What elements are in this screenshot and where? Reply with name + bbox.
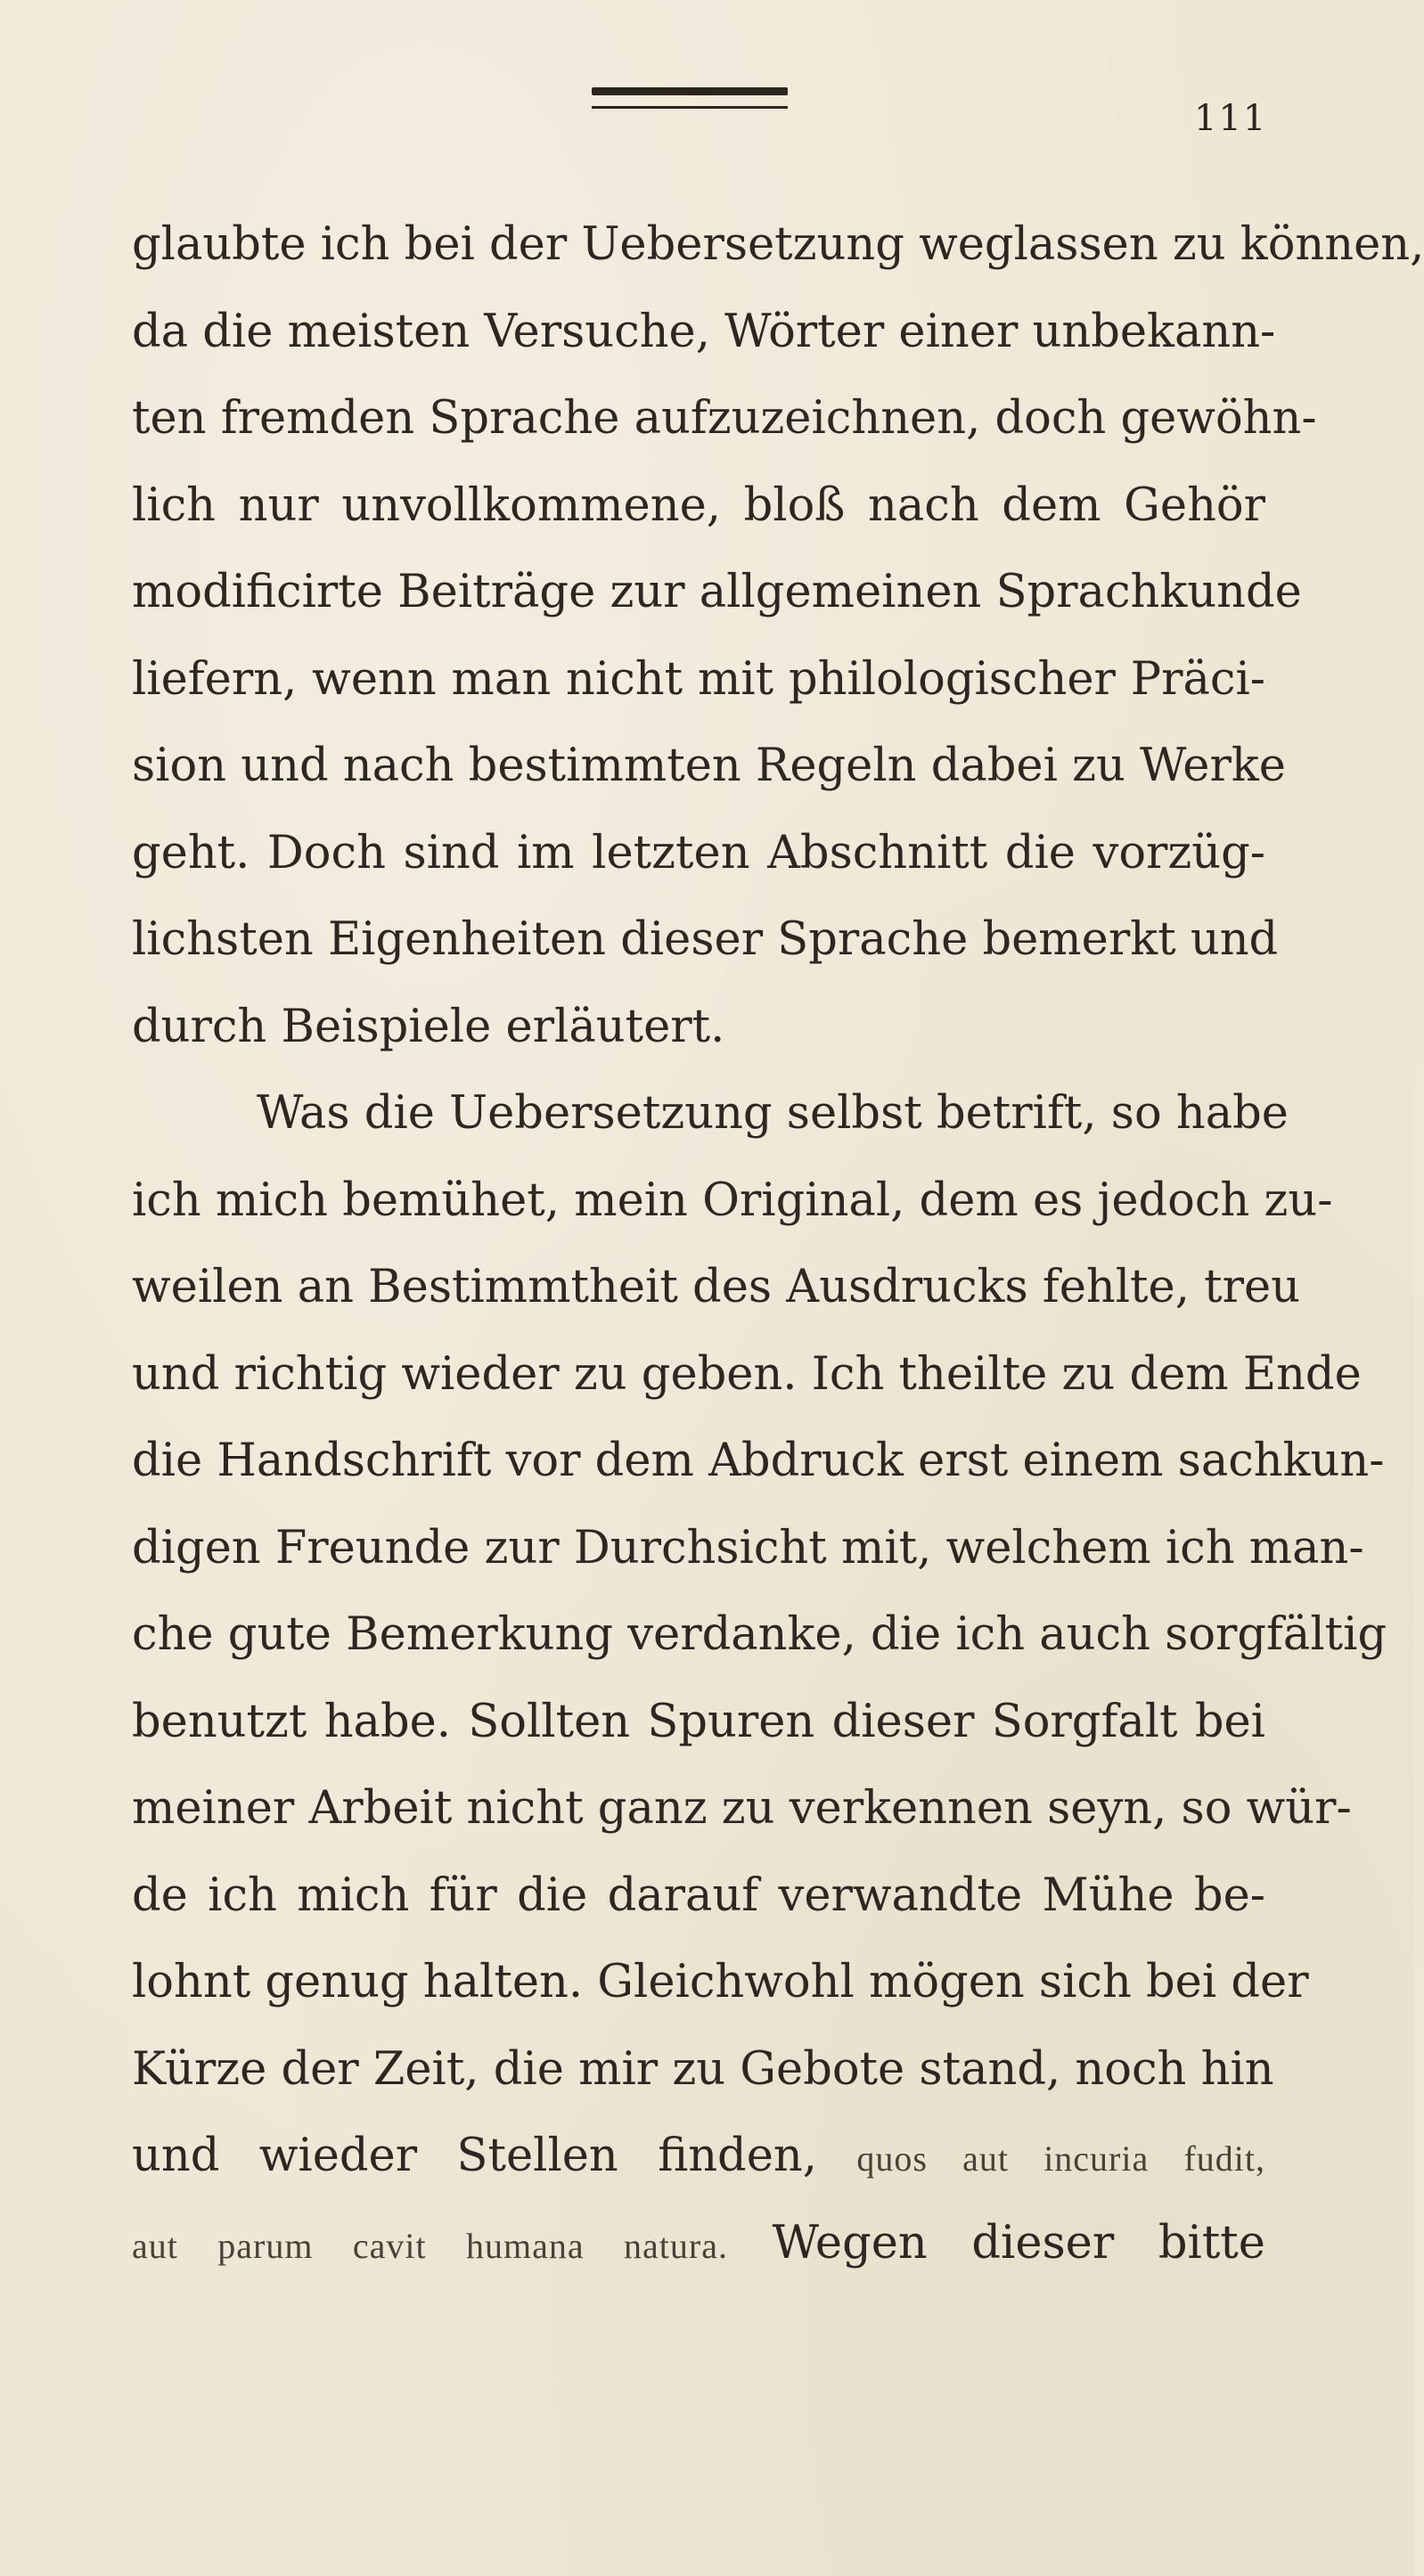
text-line: lich nur unvollkommene, bloß nach dem Gehör	[132, 478, 1265, 532]
paragraph-start-line: Was die Uebersetzung selbst betrift, so habe	[257, 1087, 1289, 1140]
header-rule-thick	[592, 87, 788, 95]
text-line: che gute Bemerkung verdanke, die ich auch sorgfältig	[132, 1608, 1387, 1661]
text-line: ten fremden Sprache aufzuzeichnen, doch gewöhn-	[132, 392, 1317, 445]
mixed-language-line	[132, 2200, 1265, 2287]
text-line: und richtig wieder zu geben. Ich theilte zu dem Ende	[132, 1347, 1362, 1401]
text-line: liefern, wenn man nicht mit philologischer Präci-	[132, 652, 1265, 706]
text-line: sion und nach bestimmten Regeln dabei zu Werke	[132, 740, 1286, 792]
text-line: benutzt habe. Sollten Spuren dieser Sorgfalt bei	[132, 1695, 1265, 1748]
text-line: Kürze der Zeit, die mir zu Gebote stand, noch hin	[132, 2042, 1274, 2096]
text-line: modificirte Beiträge zur allgemeinen Sprachkunde	[132, 566, 1302, 618]
body-text	[132, 201, 1424, 2286]
page-number: 111	[1194, 98, 1268, 139]
latin-quote: quos aut incuria fudit,	[856, 2138, 1265, 2179]
text-line: meiner Arbeit nicht ganz zu verkennen seyn, so wür-	[132, 1782, 1352, 1835]
text-line: da die meisten Versuche, Wörter einer unbekann-	[132, 305, 1276, 358]
text-line: geht. Doch sind im letzten Abschnitt die vorzüg-	[132, 826, 1265, 879]
latin-quote: aut parum cavit humana natura.	[132, 2225, 728, 2266]
text-line: die Handschrift vor dem Abdruck erst einem sachkun-	[132, 1435, 1385, 1487]
text-line: weilen an Bestimmtheit des Ausdrucks fehlte, treu	[132, 1261, 1301, 1313]
text-line: lohnt genug halten. Gleichwohl mögen sich bei der	[132, 1956, 1309, 2008]
mixed-language-line	[132, 2113, 1265, 2200]
text-line: glaubte ich bei der Uebersetzung weglassen zu können,	[132, 218, 1424, 271]
paragraph-end-line: durch Beispiele erläutert.	[132, 1000, 725, 1053]
text-line: lichsten Eigenheiten dieser Sprache bemerkt und	[132, 913, 1279, 966]
german-phrase: Wegen dieser bitte	[772, 2216, 1265, 2269]
text-line: de ich mich für die darauf verwandte Mühe be-	[132, 1869, 1265, 1922]
header-rule-thin	[592, 106, 788, 109]
german-phrase: und wieder Stellen finden,	[132, 2130, 817, 2182]
text-line: ich mich bemühet, mein Original, dem es jedoch zu-	[132, 1174, 1333, 1227]
text-line: digen Freunde zur Durchsicht mit, welchem ich man-	[132, 1521, 1364, 1574]
